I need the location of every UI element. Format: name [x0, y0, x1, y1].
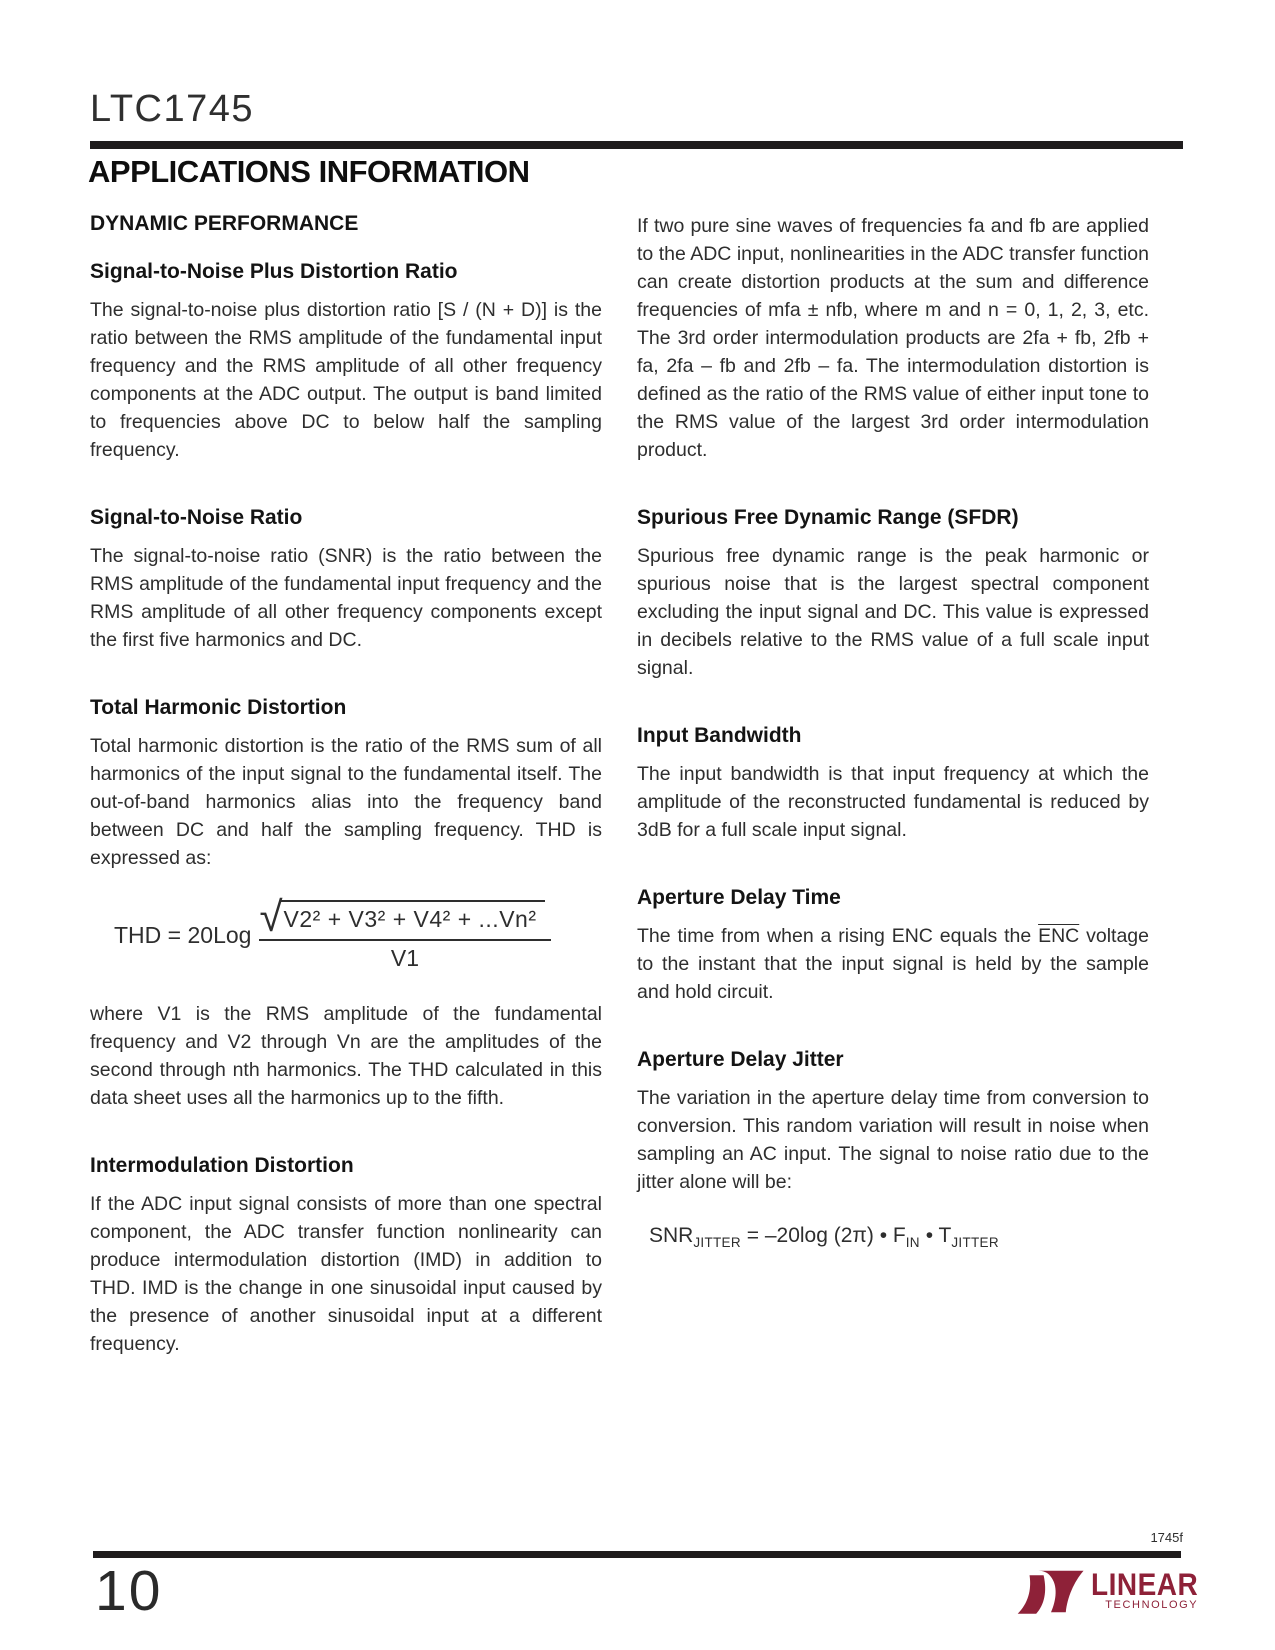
snr-sub-jitter2: JITTER: [951, 1235, 999, 1251]
paragraph-aperture-delay-jitter: The variation in the aperture delay time from conversion to conversion. This random variation will result in noise when sampling an AC input. The signal to noise ratio due to the jitter alone will be:: [637, 1087, 1149, 1193]
snr-sub-jitter: JITTER: [693, 1235, 741, 1251]
heading-sfdr: Spurious Free Dynamic Range (SFDR): [637, 506, 1019, 529]
paragraph-imd: If the ADC input signal consists of more than one spectral component, the ADC transfer function nonlinearity can produce intermodulation distortion (IMD) in addition to THD. IMD is the change in one sinusoidal input caused by the presence of another sinusoidal input at a different frequency.: [90, 1192, 602, 1355]
snr-dot-t: • T: [919, 1224, 952, 1247]
header-rule: [90, 141, 1183, 149]
page-title: APPLICATIONS INFORMATION: [88, 154, 530, 189]
thd-formula-lhs: THD = 20Log: [114, 922, 252, 949]
paragraph-thd: Total harmonic distortion is the ratio of the RMS sum of all harmonics of the input signal to the fundamental itself. The out-of-band harmonics alias into the frequency band between DC and half the sampling frequency. THD is expressed as:: [90, 735, 602, 869]
lt-logo-icon: [1014, 1569, 1088, 1617]
heading-imd: Intermodulation Distortion: [90, 1153, 354, 1177]
snr-base: SNR: [649, 1224, 694, 1247]
enc-overline: $\overline{ENC}$: [1038, 925, 1080, 947]
heading-dynamic-performance: DYNAMIC PERFORMANCE: [90, 212, 359, 235]
part-number: LTC1745: [90, 88, 255, 130]
paragraph-sfdr: Spurious free dynamic range is the peak harmonic or spurious noise that is the largest spectral component excluding the input signal and DC. This value is expressed in decibels relative to the RMS value of a full scale input signal.: [637, 545, 1149, 679]
page-number: 10: [95, 1559, 163, 1623]
thd-formula-fraction: [259, 893, 550, 972]
thd-formula-radicand: V2² + V3² + V4² + ...Vn²: [280, 900, 545, 933]
snr-eq: = –20log (2π) • F: [740, 1224, 906, 1247]
logo-sub-label: TECHNOLOGY: [1105, 1599, 1199, 1611]
heading-snr: Signal-to-Noise Ratio: [90, 506, 303, 529]
left-column: [90, 212, 602, 1358]
radical-sign: √: [259, 893, 283, 940]
logo-brand-label: LINEAR: [1091, 1566, 1199, 1602]
thd-formula-denominator: V1: [390, 944, 420, 971]
linear-technology-logo: [1014, 1566, 1199, 1617]
logo-text: [1091, 1566, 1199, 1611]
paragraph-aperture-delay-time: [637, 922, 1149, 1006]
paragraph-imd-continued: If two pure sine waves of frequencies fa and fb are applied to the ADC input, nonlinearities in the ADC transfer function can create distortion products at the sum and difference frequencies of mfa ± nfb, where m and n = 0, 1, 2, 3, etc. The 3rd order intermodulation products are 2fa + fb, 2fb + fa, 2fa – fb and 2fb – fa. The intermodulation distortion is defined as the ratio of the RMS value of either input tone to the RMS value of the largest 3rd order intermodulation product.: [637, 215, 1149, 461]
footer-rule: [93, 1551, 1181, 1558]
paragraph-thd-where: where V1 is the RMS amplitude of the fundamental frequency and V2 through Vn are the amplitudes of the second through nth harmonics. The THD calculated in this data sheet uses all the harmonics up to the fifth.: [90, 1002, 602, 1109]
heading-input-bandwidth: Input Bandwidth: [637, 724, 802, 747]
adt-text-pre: The time from when a rising ENC equals the: [637, 925, 1039, 947]
paragraph-input-bandwidth: The input bandwidth is that input frequency at which the amplitude of the reconstructed fundamental is reduced by 3dB for a full scale input signal.: [637, 763, 1149, 841]
heading-aperture-delay-jitter: Aperture Delay Jitter: [637, 1048, 844, 1071]
heading-snd-ratio: Signal-to-Noise Plus Distortion Ratio: [90, 260, 458, 283]
snr-jitter-formula: [649, 1224, 1149, 1250]
adt-text-post: voltage to the instant that the input signal is held by the sample and hold circuit.: [637, 925, 1149, 1003]
thd-formula: [114, 893, 602, 972]
paragraph-snr: The signal-to-noise ratio (SNR) is the ratio between the RMS amplitude of the fundamental input frequency and the RMS amplitude of all other frequency components except the first five harmonics and DC.: [90, 545, 602, 651]
doc-code: 1745f: [1150, 1530, 1183, 1545]
right-column: [637, 212, 1149, 1250]
paragraph-snd-ratio: The signal-to-noise plus distortion ratio [S / (N + D)] is the ratio between the RMS amplitude of the fundamental input frequency and the RMS amplitude of all other frequency components at the ADC output. The output is band limited to frequencies above DC to below half the sampling frequency.: [90, 299, 602, 461]
snr-sub-in: IN: [905, 1235, 920, 1251]
heading-aperture-delay-time: Aperture Delay Time: [637, 886, 841, 909]
heading-thd: Total Harmonic Distortion: [90, 696, 347, 719]
thd-formula-numerator: [259, 893, 550, 941]
